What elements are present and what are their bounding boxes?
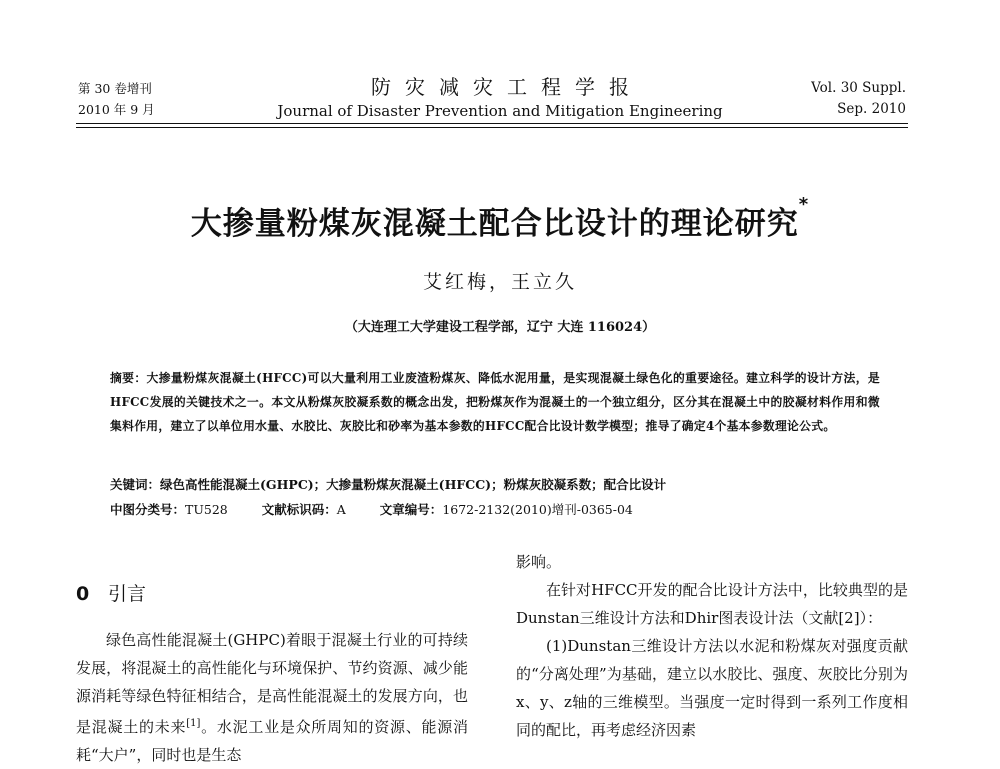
affiliation: （大连理工大学建设工程学部，辽宁 大连 116024） (344, 320, 656, 335)
right-paragraph-2: (1)Dunstan三维设计方法以水泥和粉煤灰对强度贡献的“分离处理”为基础，建立以水胶比、强度、灰胶比分别为x、y、z轴的三维模型。当强度一定时得到一系列工作度相同的配比，再考虑经济因素 (516, 637, 908, 739)
intro-paragraph (76, 626, 468, 769)
running-header-right (811, 78, 906, 120)
section-title: 引言 (108, 583, 147, 605)
abstract (110, 366, 880, 438)
running-header-left (78, 78, 155, 120)
clc-label: 中图分类号： (110, 502, 186, 517)
left-column (76, 626, 468, 769)
article-no-label: 文章编号： (379, 502, 443, 517)
volume-cn: 第 30 卷增刊 (78, 81, 152, 96)
doc-code-value: A (336, 502, 346, 517)
abstract-label: 摘要： (110, 371, 147, 385)
section-heading (76, 579, 146, 606)
keywords-text: 绿色高性能混凝土(GHPC)；大掺量粉煤灰混凝土(HFCC)；粉煤灰胶凝系数；配合比设计 (160, 477, 667, 492)
date-cn: 2010 年 9 月 (78, 102, 155, 117)
classification-line (110, 498, 890, 522)
article-no-value: 1672-2132(2010)增刊-0365-04 (442, 502, 633, 517)
clc-value: TU528 (185, 502, 228, 517)
reference-mark: [1] (186, 718, 201, 729)
running-header-center (240, 74, 760, 121)
section-number: 0 (76, 583, 90, 605)
journal-title-en: Journal of Disaster Prevention and Mitigation Engineering (277, 102, 723, 120)
keywords (110, 473, 890, 497)
date-en: Sep. 2010 (837, 101, 906, 117)
keywords-label: 关键词： (110, 477, 161, 492)
article-title (0, 194, 1000, 243)
title-footnote-mark: * (798, 194, 810, 215)
right-line-1: 影响。 (516, 553, 562, 571)
doc-code-label: 文献标识码： (261, 502, 337, 517)
journal-title-cn: 防灾减灾工程学报 (371, 75, 643, 99)
intro-text-cont: 。水泥工业是众所周知的资源、能源消耗“大户”，同时也是生态 (76, 718, 468, 764)
intro-text: 绿色高性能混凝土(GHPC)着眼于混凝土行业的可持续发展，将混凝土的高性能化与环境保护、节约资源、减少能源消耗等绿色特征相结合，是高性能混凝土的发展方向，也是混凝土的未来 (76, 631, 468, 736)
right-paragraph-1: 在针对HFCC开发的配合比设计方法中，比较典型的是Dunstan三维设计方法和Dhir图表设计法（文献[2]）： (516, 581, 908, 627)
header-rule-bottom (76, 127, 908, 128)
authors: 艾红梅，王立久 (422, 271, 577, 293)
right-column (516, 548, 908, 744)
article-title-text: 大掺量粉煤灰混凝土配合比设计的理论研究 (190, 206, 799, 242)
volume-en: Vol. 30 Suppl. (811, 80, 906, 96)
header-rule-top (76, 123, 908, 124)
abstract-text: 大掺量粉煤灰混凝土(HFCC)可以大量利用工业废渣粉煤灰、降低水泥用量，是实现混凝土绿色化的重要途径。建立科学的设计方法，是HFCC发展的关键技术之一。本文从粉煤灰胶凝系数的概念出发，把粉煤灰作为混凝土的一个独立组分，区分其在混凝土中的胶凝材料作用和微集料作用，建立了以单位用水量、水胶比、灰胶比和砂率为基本参数的HFCC配合比设计数学模型；推导了确定4个基本参数理论公式。 (110, 371, 880, 433)
